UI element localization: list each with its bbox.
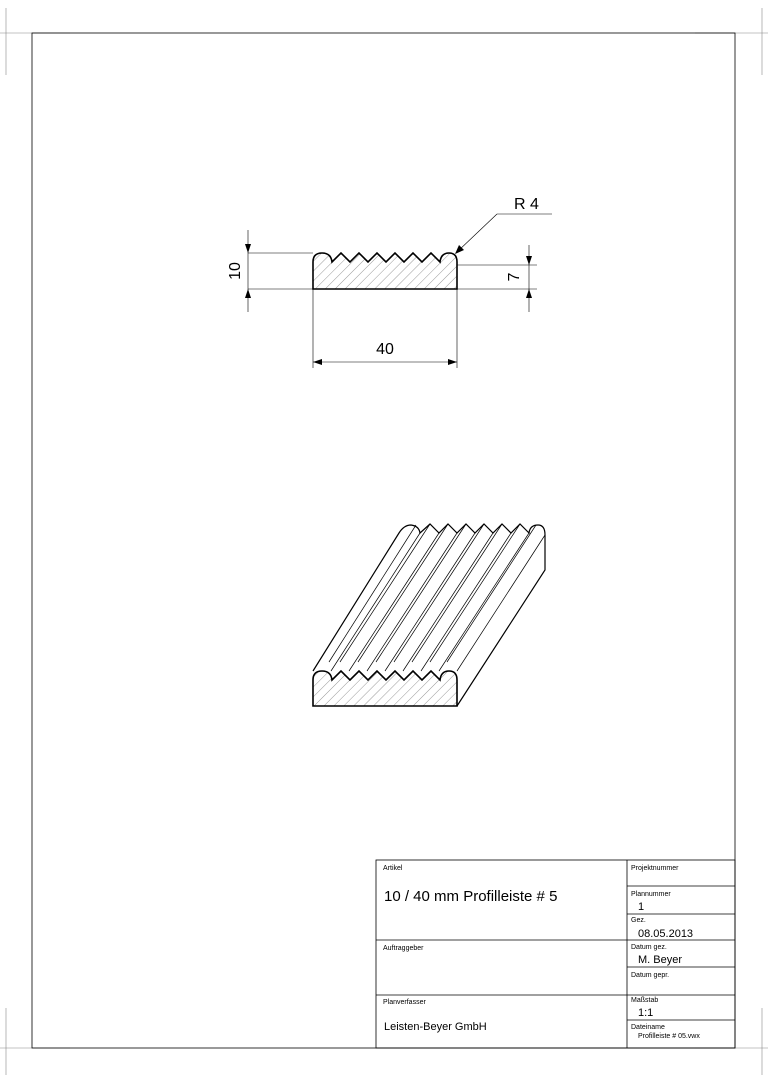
title-block bbox=[376, 860, 735, 1048]
dimension-depth bbox=[457, 245, 537, 312]
dimension-height-label: 10 bbox=[227, 262, 244, 280]
profile-cross-section bbox=[313, 253, 457, 289]
gez-value: 08.05.2013 bbox=[638, 928, 694, 940]
massstab-label: Maßstab bbox=[631, 997, 659, 1004]
planverfasser-value: Leisten-Beyer GmbH bbox=[384, 1021, 487, 1033]
dimension-radius bbox=[455, 196, 552, 254]
dateiname-label: Dateiname bbox=[631, 1024, 665, 1031]
artikel-label: Artikel bbox=[383, 865, 403, 872]
datum-gepr-label: Datum gepr. bbox=[631, 972, 670, 979]
datum-gez-value: M. Beyer bbox=[638, 954, 683, 966]
plannummer-value: 1 bbox=[638, 901, 645, 913]
dimension-radius-label: R 4 bbox=[514, 196, 539, 213]
artikel-value: 10 / 40 mm Profilleiste # 5 bbox=[384, 888, 558, 905]
isometric-front-face bbox=[313, 671, 457, 706]
projektnummer-label: Projektnummer bbox=[631, 865, 679, 872]
profile-section-view bbox=[227, 196, 552, 368]
plannummer-label: Plannummer bbox=[631, 891, 671, 898]
dimension-height bbox=[227, 230, 313, 312]
gez-label: Gez. bbox=[631, 917, 646, 924]
massstab-value: 1:1 bbox=[638, 1007, 654, 1019]
datum-gez-label: Datum gez. bbox=[631, 944, 667, 951]
dimension-width bbox=[313, 289, 457, 368]
profile-isometric-view bbox=[313, 524, 545, 706]
planverfasser-label: Planverfasser bbox=[383, 999, 426, 1006]
auftraggeber-label: Auftraggeber bbox=[383, 945, 424, 952]
dimension-depth-label: 7 bbox=[506, 272, 523, 282]
dateiname-value: Profilleiste # 05.vwx bbox=[638, 1033, 700, 1040]
dimension-width-label: 40 bbox=[376, 341, 394, 358]
crop-marks bbox=[0, 8, 768, 1075]
